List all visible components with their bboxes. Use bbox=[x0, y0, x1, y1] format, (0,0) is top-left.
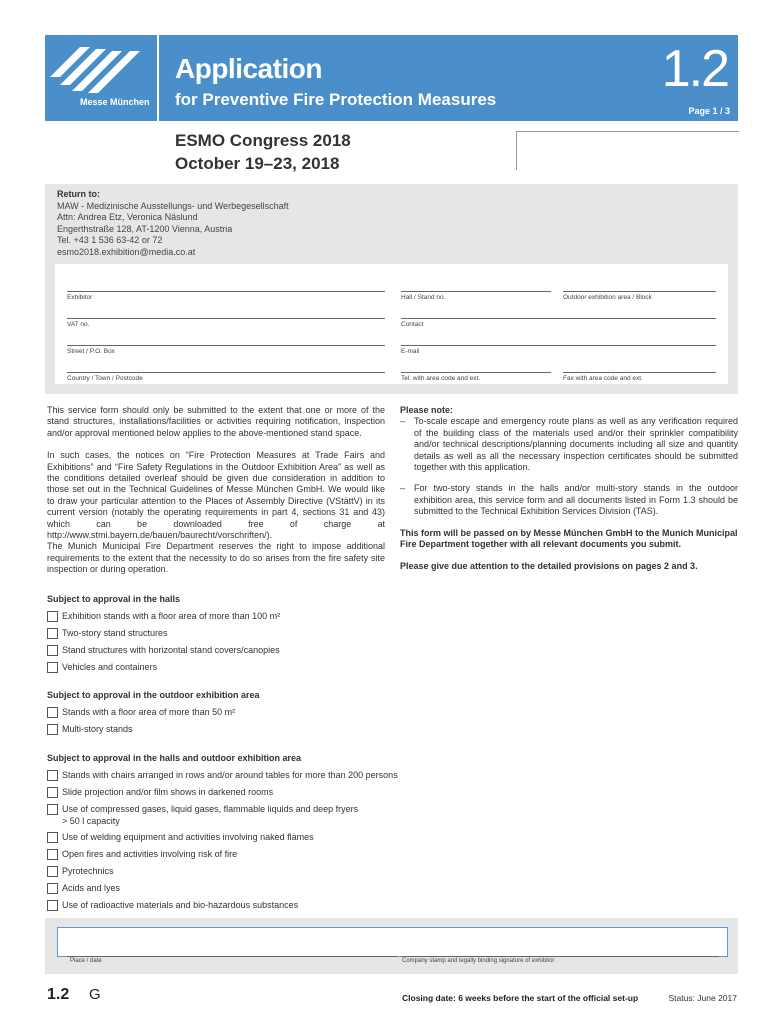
checkbox[interactable] bbox=[47, 662, 58, 673]
section-title-halls: Subject to approval in the halls bbox=[47, 594, 181, 604]
checkbox[interactable] bbox=[47, 900, 58, 911]
exhibitor-details-panel bbox=[45, 184, 738, 394]
checkbox[interactable] bbox=[47, 849, 58, 860]
messe-muenchen-logo bbox=[45, 35, 152, 121]
checkbox-label: Pyrotechnics bbox=[62, 866, 114, 876]
checkbox-label: Stands with chairs arranged in rows and/or around tables for more than 200 persons bbox=[62, 770, 398, 780]
return-line: Tel. +43 1 536 63-42 or 72 bbox=[57, 235, 163, 245]
section-title-outdoor: Subject to approval in the outdoor exhibition area bbox=[47, 690, 260, 700]
footer-letter: G bbox=[89, 986, 101, 1003]
fax-field[interactable]: Fax with area code and ext. bbox=[563, 372, 716, 385]
checkbox[interactable] bbox=[47, 866, 58, 877]
checkbox-label: Use of radioactive materials and bio-hazardous substances bbox=[62, 900, 299, 910]
checkbox-label-line2: > 50 l capacity bbox=[62, 815, 120, 826]
return-to-label: Return to: bbox=[57, 189, 100, 199]
checkbox[interactable] bbox=[47, 804, 58, 815]
signature-input-box[interactable] bbox=[57, 927, 728, 957]
form-subtitle: for Preventive Fire Protection Measures bbox=[175, 90, 497, 109]
bullet-dash: – bbox=[400, 416, 406, 427]
checkbox[interactable] bbox=[47, 628, 58, 639]
checkbox-label: Acids and lyes bbox=[62, 883, 121, 893]
note-title: Please note: bbox=[400, 405, 454, 415]
signature-line bbox=[401, 956, 719, 957]
bullet-dash: – bbox=[400, 483, 406, 494]
checkbox-label: Use of welding equipment and activities involving naked flames bbox=[62, 832, 314, 842]
event-dates: October 19–23, 2018 bbox=[175, 154, 340, 173]
closing-date: Closing date: 6 weeks before the start of the official set-up bbox=[402, 993, 639, 1003]
return-line: Engerthstraße 128, AT-1200 Vienna, Austria bbox=[57, 223, 233, 234]
return-address bbox=[57, 189, 289, 258]
intro-text bbox=[47, 405, 385, 587]
checkbox[interactable] bbox=[47, 883, 58, 894]
checkbox[interactable] bbox=[47, 832, 58, 843]
form-header bbox=[45, 35, 738, 121]
signature-panel bbox=[45, 918, 738, 974]
place-date-label: Place / date bbox=[70, 958, 102, 964]
exhibitor-field[interactable]: Exhibitor bbox=[67, 291, 385, 304]
form-title: Application bbox=[175, 53, 322, 84]
note-bullet-text: For two-story stands in the halls and/or multi-story stands in the outdoor exhibition area, this service form and all documents listed in Form 1.3 should be submitted to the Technical Exhibition Services Division (TAS). bbox=[414, 483, 738, 517]
contact-field[interactable]: Contact bbox=[401, 318, 716, 331]
note-bullet-text: To-scale escape and emergency route plans as well as any verification required of the building class of the materials used and/or their sprinkler compatibility and/or technical descriptions/planning documents including all size and quantity details as well as all the necessary inspection certificates should be submitted together with this application. bbox=[414, 416, 738, 473]
outdoor-area-field[interactable]: Outdoor exhibition area / Block bbox=[563, 291, 716, 304]
event-name: ESMO Congress 2018 bbox=[175, 131, 351, 150]
checkbox-label: Two-story stand structures bbox=[62, 628, 168, 638]
logo-stripes-icon bbox=[50, 45, 150, 97]
footer-form-number: 1.2 bbox=[47, 986, 70, 1003]
form-number: 1.2 bbox=[661, 40, 728, 98]
country-field[interactable]: Country / Town / Postcode bbox=[67, 372, 385, 385]
tel-field[interactable]: Tel. with area code and ext. bbox=[401, 372, 551, 385]
checkbox-label: Slide projection and/or film shows in darkened rooms bbox=[62, 787, 274, 797]
return-line: Attn: Andrea Etz, Veronica Näslund bbox=[57, 212, 198, 222]
exhibitor-fields bbox=[55, 264, 728, 384]
return-line: MAW - Medizinische Ausstellungs- und Werbegesellschaft bbox=[57, 200, 289, 211]
checkbox-label: Stands with a floor area of more than 50 m² bbox=[62, 707, 236, 717]
hall-stand-field[interactable]: Hall / Stand no. bbox=[401, 291, 551, 304]
page-indicator: Page 1 / 3 bbox=[688, 106, 730, 116]
checkbox[interactable] bbox=[47, 770, 58, 781]
checkbox-label: Stand structures with horizontal stand covers/canopies bbox=[62, 645, 280, 655]
checkbox[interactable] bbox=[47, 611, 58, 622]
note-bullet bbox=[400, 483, 738, 517]
checkbox-label: Exhibition stands with a floor area of more than 100 m² bbox=[62, 611, 281, 621]
please-note bbox=[400, 405, 738, 584]
header-divider bbox=[157, 35, 159, 121]
status-date: Status: June 2017 bbox=[668, 993, 737, 1003]
signature-label: Company stamp and legally binding signature of exhibitor bbox=[402, 958, 555, 964]
checkbox-label: Open fires and activities involving risk of fire bbox=[62, 849, 238, 859]
checkbox-label: Use of compressed gases, liquid gases, flammable liquids and deep fryers bbox=[62, 804, 359, 814]
checkbox[interactable] bbox=[47, 787, 58, 798]
section-title-halls-and-outdoor: Subject to approval in the halls and outdoor exhibition area bbox=[47, 753, 302, 763]
checkbox[interactable] bbox=[47, 724, 58, 735]
checkbox-label: Vehicles and containers bbox=[62, 662, 158, 672]
checkbox-label: Multi-story stands bbox=[62, 724, 133, 734]
intro-paragraph: The Munich Municipal Fire Department reserves the right to impose additional requirements to the extent that the necessity to do so arises from the fire safety site inspection or during operation. bbox=[47, 541, 385, 575]
checkbox[interactable] bbox=[47, 645, 58, 656]
intro-paragraph: This service form should only be submitted to the extent that one or more of the stand structures, installations/facilities or activities requiring notification, inspection and/or approval mentioned below applies to the above-mentioned stand space. bbox=[47, 405, 385, 438]
logo-text: Messe München bbox=[80, 97, 150, 107]
event-info-box bbox=[516, 131, 739, 170]
checkbox[interactable] bbox=[47, 707, 58, 718]
note-bold-text: This form will be passed on by Messe München GmbH to the Munich Municipal Fire Department together with all relevant documents you submit. bbox=[400, 527, 738, 550]
vat-field[interactable]: VAT no. bbox=[67, 318, 385, 331]
return-line: esmo2018.exhibition@media.co.at bbox=[57, 246, 196, 257]
note-bold-text: Please give due attention to the detailed provisions on pages 2 and 3. bbox=[400, 561, 698, 572]
street-field[interactable]: Street / P.O. Box bbox=[67, 345, 385, 358]
email-field[interactable]: E-mail bbox=[401, 345, 716, 358]
note-bullet bbox=[400, 416, 738, 473]
place-date-line bbox=[67, 956, 397, 957]
intro-paragraph: In such cases, the notices on “Fire Protection Measures at Trade Fairs and Exhibitions” and “Fire Safety Regulations in the Outdoor Exhibition Area” as well as the conditions detailed overleaf should be given due consideration in addition to those set out in the Technical Guidelines of Messe München GmbH. We would like to draw your particular attention to the Places of Assembly Directive (VStättV) in its current version (notably the operating requirements in part 4, sections 31 and 43) which can be downloaded free of charge at http://www.stmi.bayern.de/bauen/baurecht/vorschriften/). bbox=[47, 450, 385, 541]
